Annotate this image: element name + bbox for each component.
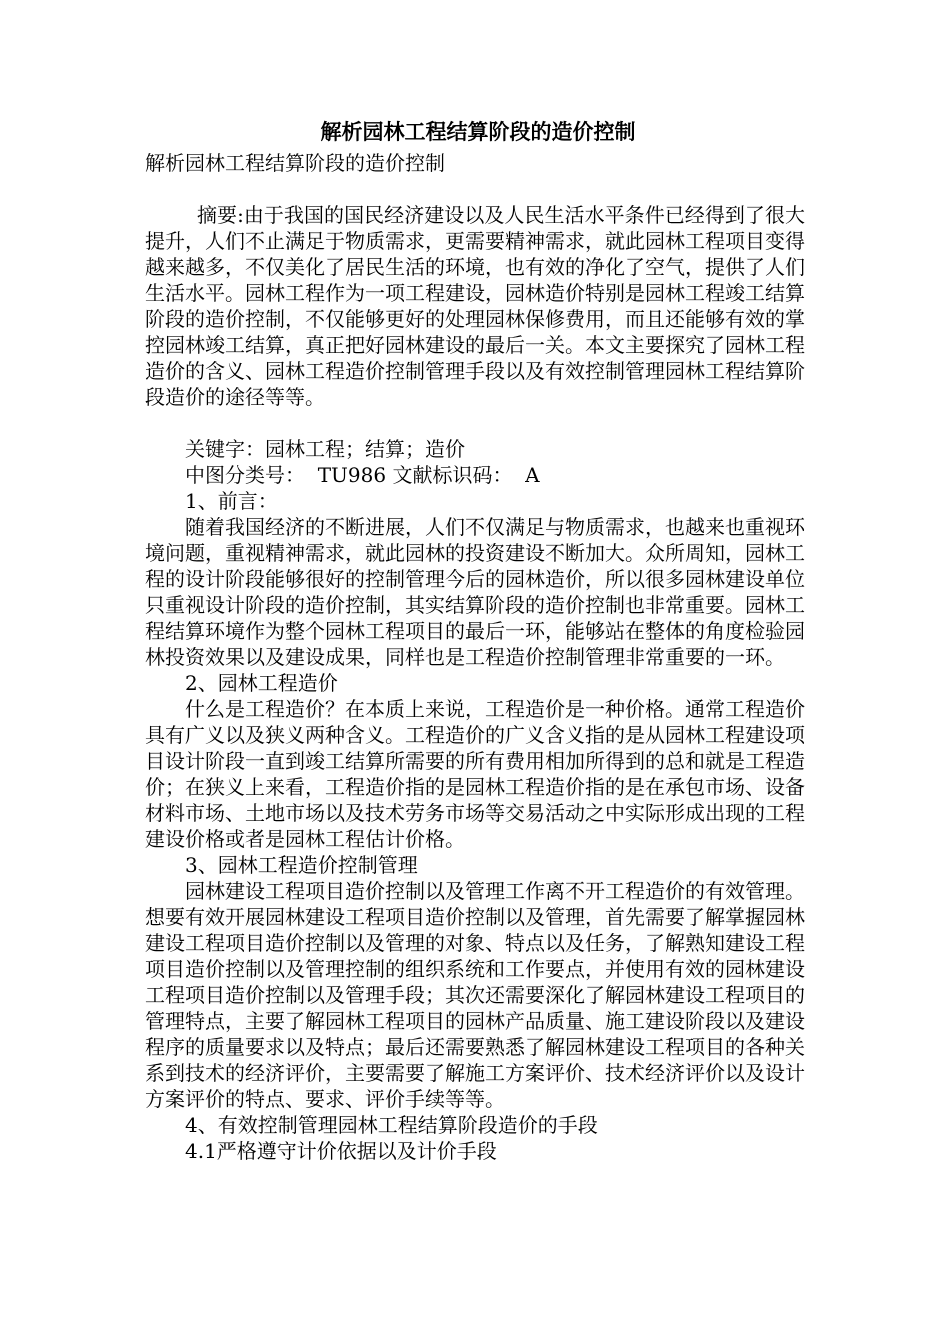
subsection-heading: 4.1严格遵守计价依据以及计价手段 (185, 1139, 497, 1163)
spacer (145, 176, 805, 202)
abstract-paragraph: 摘要:由于我国的国民经济建设以及人民生活水平条件已经得到了很大提升，人们不止满足于物质需求，更需要精神需求，就此园林工程项目变得越来越多，不仅美化了居民生活的环境，也有效的净化了空气，提供了人们生活水平。园林工程作为一项工程建设，园林造价特别是园林工程竣工结算阶段的造价控制，不仅能够更好的处理园林保修费用，而且还能够有效的掌控园林竣工结算，真正把好园林建设的最后一关。本文主要探究了园林工程造价的含义、园林工程造价控制管理手段以及有效控制管理园林工程结算阶段造价的途径等等。 (145, 203, 805, 409)
section-heading: 4、有效控制管理园林工程结算阶段造价的手段 (185, 1113, 598, 1137)
section-body: 园林建设工程项目造价控制以及管理工作离不开工程造价的有效管理。想要有效开展园林建设工程项目造价控制以及管理，首先需要了解掌握园林建设工程项目造价控制以及管理的对象、特点以及任务，了解熟知建设工程项目造价控制以及管理控制的组织系统和工作要点，并使用有效的园林建设工程项目造价控制以及管理手段；其次还需要深化了解园林建设工程项目的管理特点，主要了解园林工程项目的园林产品质量、施工建设阶段以及建设程序的质量要求以及特点；最后还需要熟悉了解园林建设工程项目的各种关系到技术的经济评价，主要需要了解施工方案评价、技术经济评价以及设计方案评价的特点、要求、评价手续等等。 (145, 879, 805, 1111)
section-body: 什么是工程造价？在本质上来说，工程造价是一种价格。通常工程造价具有广义以及狭义两种含义。工程造价的广义含义指的是从园林工程建设项目设计阶段一直到竣工结算所需要的所有费用相加所得到的总和就是工程造价；在狭义上来看，工程造价指的是园林工程造价指的是在承包市场、设备材料市场、土地市场以及技术劳务市场等交易活动之中实际形成出现的工程建设价格或者是园林工程估计价格。 (145, 697, 805, 851)
document-page (145, 118, 805, 1164)
keywords-line: 关键字：园林工程；结算；造价 (185, 437, 465, 461)
spacer (145, 410, 805, 436)
section-heading: 1、前言： (185, 489, 278, 513)
document-subtitle: 解析园林工程结算阶段的造价控制 (145, 151, 445, 175)
document-title: 解析园林工程结算阶段的造价控制 (320, 120, 636, 144)
classification-line: 中图分类号： TU986 文献标识码： A (185, 463, 540, 487)
section-heading: 2、园林工程造价 (185, 671, 338, 695)
section-body: 随着我国经济的不断进展，人们不仅满足与物质需求，也越来也重视环境问题，重视精神需求，就此园林的投资建设不断加大。众所周知，园林工程的设计阶段能够很好的控制管理今后的园林造价，所以很多园林建设单位只重视设计阶段的造价控制，其实结算阶段的造价控制也非常重要。园林工程结算环境作为整个园林工程项目的最后一环，能够站在整体的角度检验园林投资效果以及建设成果，同样也是工程造价控制管理非常重要的一环。 (145, 515, 805, 669)
section-heading: 3、园林工程造价控制管理 (185, 853, 418, 877)
